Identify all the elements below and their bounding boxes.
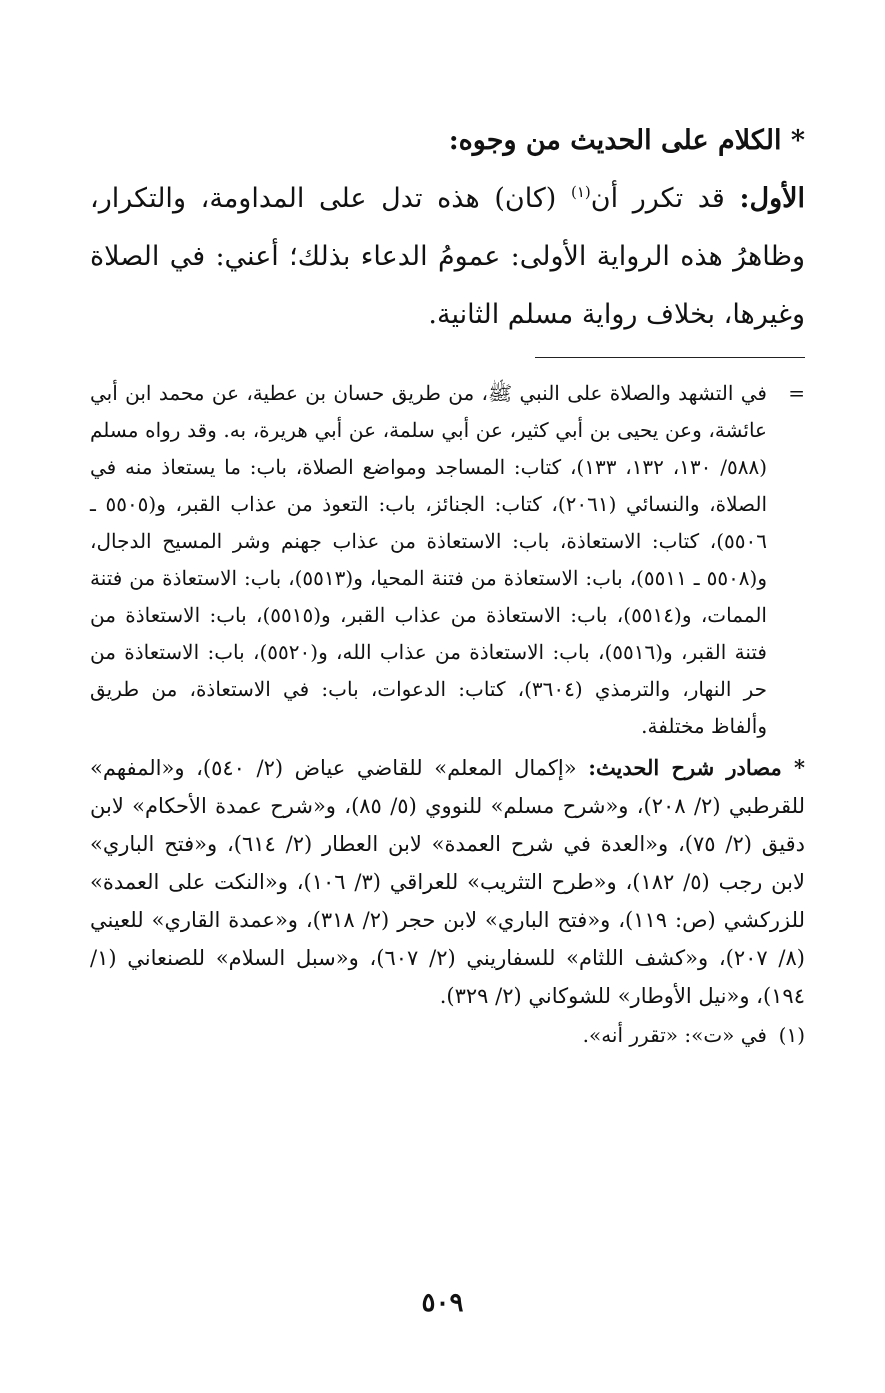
footnote-1-number: (١) — [778, 1023, 805, 1047]
continuation-text: في التشهد والصلاة على النبي ﷺ، من طريق حسان بن عطية، عن محمد ابن أبي عائشة، وعن يحيى بن أبي كثير، عن أبي سلمة، عن أبي هريرة، به. وقد رواه مسلم (٥٨٨/ ١٣٠، ١٣٢، ١٣٣)، كتاب: المساجد ومواضع الصلاة، باب: ما يستعاذ منه في الصلاة، والنسائي (٢٠٦١)، كتاب: الجنائز، باب: التعوذ من عذاب القبر، و(٥٥٠٥ ـ ٥٥٠٦)، كتاب: الاستعاذة، باب: الاستعاذة من عذاب جهنم وشر المسيح الدجال، و(٥٥٠٨ ـ ٥٥١١)، باب: الاستعاذة من فتنة المحيا، و(٥٥١٣)، باب: الاستعاذة من فتنة الممات، و(٥٥١٤)، باب: الاستعاذة من عذاب القبر، و(٥٥١٥)، باب: الاستعاذة من فتنة القبر، و(٥٥١٦)، باب: الاستعاذة من عذاب الله، و(٥٥٢٠)، باب: الاستعاذة من حر النهار، والترمذي (٣٦٠٤)، كتاب: الدعوات، باب: في الاستعاذة، من طريق وألفاظ مختلفة. — [90, 381, 768, 738]
continuation-mark: = — [788, 381, 805, 405]
footnote-1 — [90, 1017, 805, 1054]
first-label: الأول: — [739, 183, 806, 214]
commentary-sources — [90, 749, 805, 1015]
page-number: ٥٠٩ — [421, 1288, 464, 1318]
footnote-reference[interactable]: (١) — [570, 183, 591, 201]
sources-label: * مصادر شرح الحديث: — [588, 755, 805, 780]
footnote-separator — [535, 357, 805, 358]
main-text — [90, 112, 805, 344]
footnote-1-text: في «ت»: «تقرر أنه». — [582, 1023, 767, 1047]
paragraph-first — [90, 170, 805, 344]
first-text-after-ref: (كان) هذه تدل على المداومة، والتكرار، وظاهرُ هذه الرواية الأولى: عمومُ الدعاء بذلك؛ أعني: في الصلاة وغيرها، بخلاف رواية مسلم الثانية. — [90, 183, 805, 330]
first-text-before-ref: قد تكرر أن — [590, 183, 725, 214]
footnote-continuation — [90, 375, 805, 745]
section-heading: * الكلام على الحديث من وجوه: — [448, 125, 805, 156]
sources-text: «إكمال المعلم» للقاضي عياض (٢/ ٥٤٠)، و«المفهم» للقرطبي (٢/ ٢٠٨)، و«شرح مسلم» للنووي (٥/ ٨٥)، و«شرح عمدة الأحكام» لابن دقيق (٢/ ٧٥)، و«العدة في شرح العمدة» لابن العطار (٢/ ٦١٤)، و«فتح الباري» لابن رجب (٥/ ١٨٢)، و«طرح التثريب» للعراقي (٣/ ١٠٦)، و«النكت على العمدة» للزركشي (ص: ١١٩)، و«فتح الباري» لابن حجر (٢/ ٣١٨)، و«عمدة القاري» للعيني (٨/ ٢٠٧)، و«كشف اللثام» للسفاريني (٢/ ٦٠٧)، و«سبل السلام» للصنعاني (١/ ١٩٤)، و«نيل الأوطار» للشوكاني (٢/ ٣٢٩). — [90, 756, 805, 1008]
footnotes-area — [90, 375, 805, 1054]
